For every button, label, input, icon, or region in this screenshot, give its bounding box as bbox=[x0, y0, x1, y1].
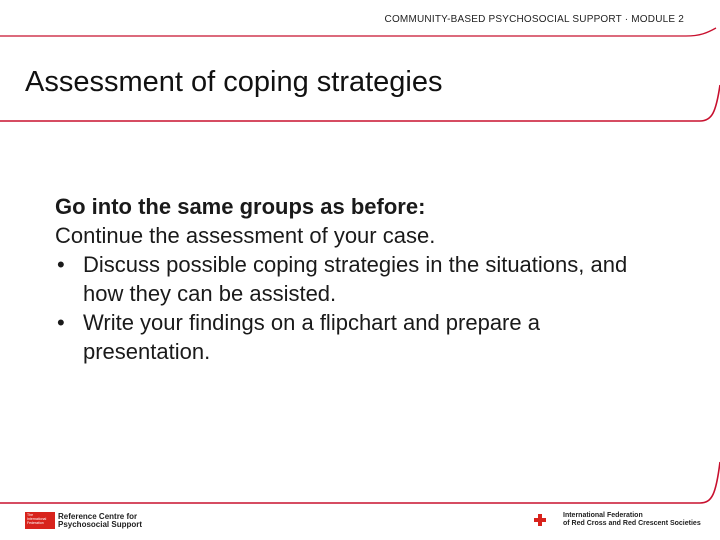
bullet-item bbox=[55, 250, 655, 308]
reference-centre-logo bbox=[25, 512, 142, 529]
lead-text: Go into the same groups as before: bbox=[55, 194, 426, 219]
bullet-glyph: • bbox=[57, 310, 65, 335]
module-header: COMMUNITY-BASED PSYCHOSOCIAL SUPPORT · MODULE 2 bbox=[384, 14, 684, 25]
ifrc-text: International Federation of Red Cross and Red Crescent Societies bbox=[563, 512, 701, 527]
bullet-glyph: • bbox=[57, 252, 65, 277]
ifrc-logo bbox=[534, 512, 701, 527]
reference-centre-logo-icon: The International Federation bbox=[25, 512, 55, 529]
slide-title: Assessment of coping strategies bbox=[25, 66, 443, 98]
bullet-text: Write your findings on a flipchart and prepare a presentation. bbox=[83, 310, 540, 364]
slide-body bbox=[55, 192, 655, 366]
red-cross-crescent-icon bbox=[534, 513, 560, 527]
bullet-list bbox=[55, 250, 655, 366]
reference-centre-text: Reference Centre for Psychosocial Support bbox=[58, 511, 143, 529]
intro-text: Continue the assessment of your case. bbox=[55, 223, 436, 248]
bullet-text: Discuss possible coping strategies in the situations, and how they can be assisted. bbox=[83, 252, 628, 306]
top-rule-line bbox=[0, 28, 716, 36]
bullet-item bbox=[55, 308, 655, 366]
footer-rule-line bbox=[0, 462, 720, 503]
